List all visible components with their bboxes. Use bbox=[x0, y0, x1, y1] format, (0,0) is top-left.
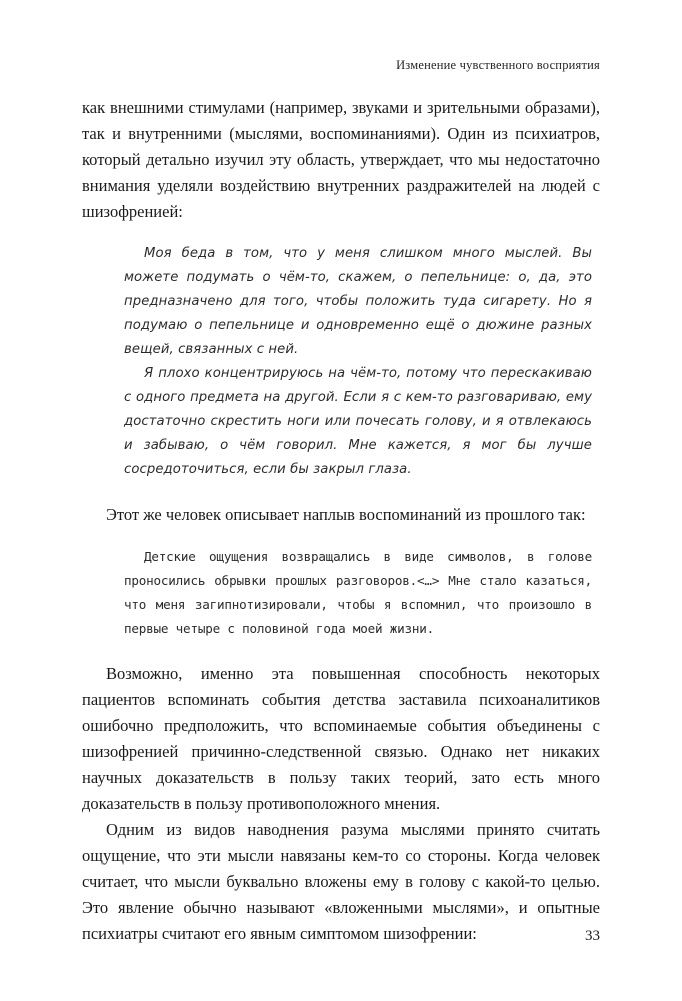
page-number: 33 bbox=[585, 928, 600, 944]
blockquote-2 bbox=[82, 545, 600, 641]
paragraph-1: как внешними стимулами (например, звуками и зрительными образами), так и внутренними (мыслями, воспоминаниями). Один из психиатров, который детально изучил эту область, утверждает, что мы недостаточно внимания уделяли воздействию внутренних раздражителей на людей с шизофренией: bbox=[82, 98, 600, 221]
paragraph-3: Возможно, именно эта повышенная способность некоторых пациентов вспоминать события детства заставила психоаналитиков ошибочно предположить, что вспоминаемые события объединены с шизофренией причинно-следственной связью. Однако нет никаких научных доказательств в пользу таких теорий, зато есть много доказательств в пользу противоположного мнения. bbox=[82, 664, 600, 813]
blockquote-1-paragraph-1: Моя беда в том, что у меня слишком много мыслей. Вы можете подумать о чём-то, скажем, о пепельнице: о, да, это предназначено для того, чтобы положить туда сигарету. Но я подумаю о пепельнице и одновременно ещё о дюжине разных вещей, связанных с ней. bbox=[124, 246, 592, 357]
blockquote-1 bbox=[82, 242, 600, 482]
blockquote-1-paragraph-2: Я плохо концентрируюсь на чём-то, потому что перескакиваю с одного предмета на другой. Если я с кем-то разговариваю, ему достаточно скрестить ноги или почесать голову, и я отвлекаюсь и забываю, о чём говорил. Мне кажется, я мог бы лучше сосредоточиться, если бы закрыл глаза. bbox=[124, 366, 592, 477]
paragraph-2: Этот же человек описывает наплыв воспоминаний из прошлого так: bbox=[106, 505, 586, 524]
running-head: Изменение чувственного восприятия bbox=[396, 58, 600, 72]
page-content bbox=[82, 95, 600, 947]
paragraph-4: Одним из видов наводнения разума мыслями принято считать ощущение, что эти мысли навязаны кем-то со стороны. Когда человек считает, что мысли буквально вложены ему в голову с какой-то целью. Это явление обычно называют «вложенными мыслями», и опытные психиатры считают его явным симптомом шизофрении: bbox=[82, 820, 600, 943]
blockquote-2-paragraph-1: Детские ощущения возвращались в виде символов, в голове проносились обрывки прошлых разговоров.<…> Мне стало казаться, что меня загипнотизировали, чтобы я вспомнил, что произошло в первые четыре с половиной года моей жизни. bbox=[124, 549, 592, 636]
